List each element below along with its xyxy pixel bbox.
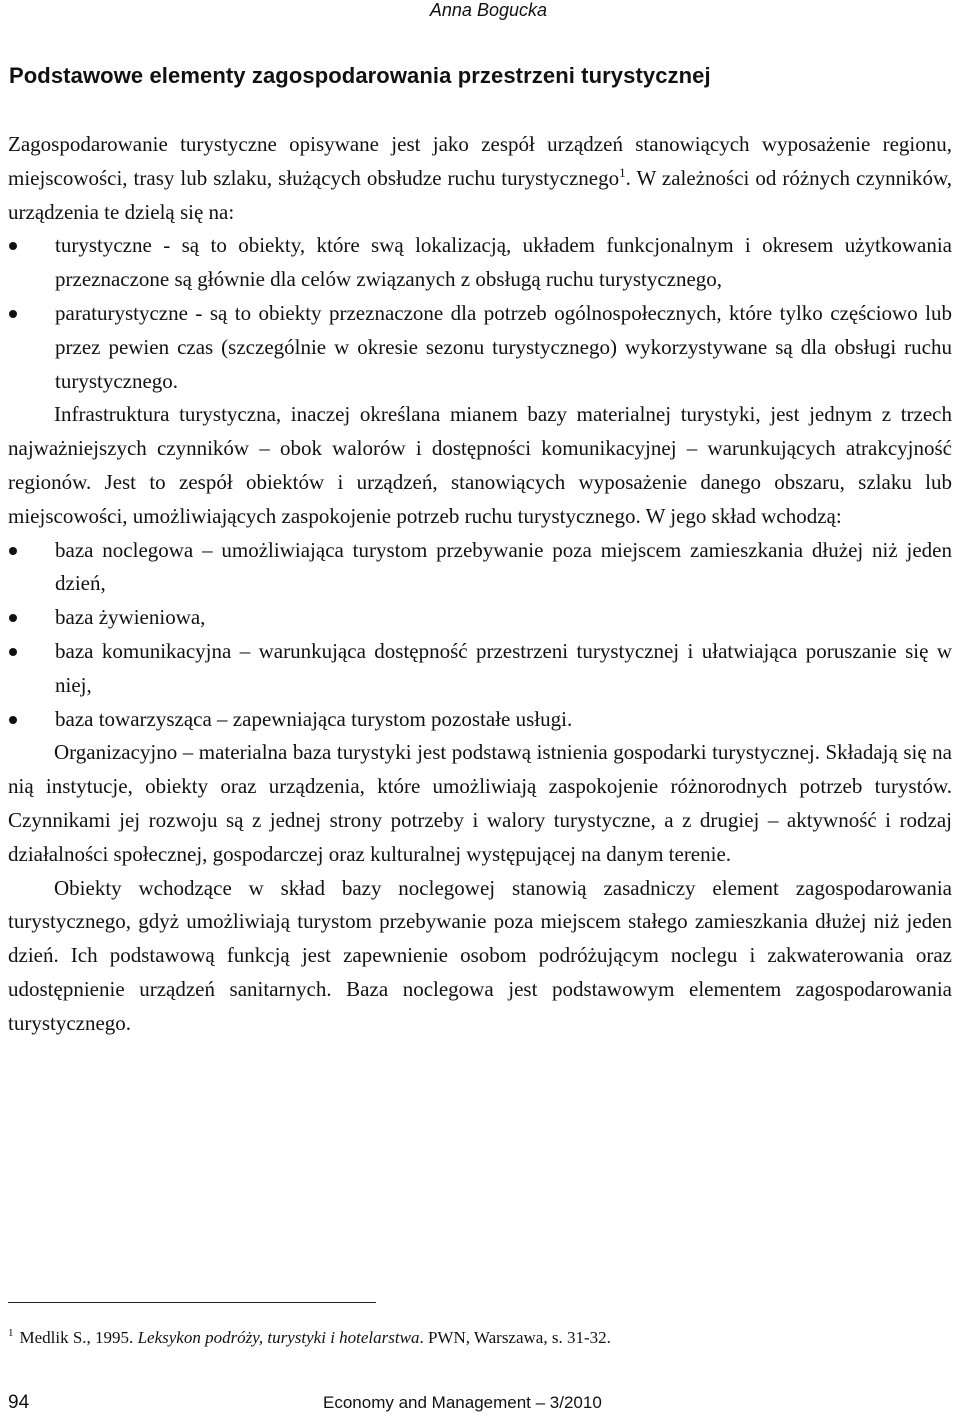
bullet-icon xyxy=(9,310,17,318)
footnote xyxy=(8,1327,948,1349)
footnote-publisher: . PWN, Warszawa, s. 31-32. xyxy=(419,1328,611,1347)
accommodation-paragraph: Obiekty wchodzące w skład bazy noclegowej stanowią zasadniczy element zagospodarowania turystycznego, gdyż umożliwiają turystom przebywanie poza miejscem stałego zamieszkania dłużej niż jeden dzień. Ich podstawową funkcją jest zapewnienie osobom podróżującym noclegu i zakwaterowania oraz udostępnienie urządzeń sanitarnych. Baza noclegowa jest podstawowym elementem zagospodarowania turystycznego. xyxy=(8,875,952,1035)
footnote-divider xyxy=(8,1302,376,1303)
page-number: 94 xyxy=(8,1392,30,1413)
bullet-icon xyxy=(9,547,17,555)
device-types-list xyxy=(8,229,952,398)
bullet-icon xyxy=(9,648,17,656)
footnote-author: Medlik S., 1995. xyxy=(19,1328,138,1347)
list-item xyxy=(8,229,952,297)
intro-text: Zagospodarowanie turystyczne opisywane jest jako zespół urządzeń stanowiących wyposażenie regionu, miejscowości, trasy lub szlaku, służących obsłudze ruchu turystycznego xyxy=(8,132,952,190)
footnote-number: 1 xyxy=(8,1327,14,1340)
list-item-text: baza towarzysząca – zapewniająca turystom pozostałe usługi. xyxy=(55,706,573,731)
list-item-text: baza noclegowa – umożliwiająca turystom przebywanie poza miejscem zamieszkania dłużej niż jeden dzień, xyxy=(55,537,952,596)
list-item xyxy=(8,534,952,602)
organization-paragraph: Organizacyjno – materialna baza turystyki jest podstawą istnienia gospodarki turystycznej. Składają się na nią instytucje, obiekty oraz urządzenia, które umożliwiają zaspokojenie różnorodnych potrzeb turystów. Czynnikami jej rozwoju są z jednej strony potrzeby i walory turystyczne, a z drugiej – aktywność i rodzaj działalności społecznej, gospodarczej oraz kulturalnej występującej na danym terenie. xyxy=(8,740,952,866)
page-footer xyxy=(8,1391,948,1415)
list-item-text: paraturystyczne - są to obiekty przeznaczone dla potrzeb ogólnospołecznych, które tylko częściowo lub przez pewien czas (szczególnie w okresie sezonu turystycznego) wykorzystywane są dla obsługi ruchu turystycznego. xyxy=(55,300,952,393)
list-item xyxy=(8,635,952,703)
list-item-text: baza komunikacyjna – warunkująca dostępność przestrzeni turystycznej i ułatwiająca poruszanie się w niej, xyxy=(55,638,952,697)
bullet-icon xyxy=(9,716,17,724)
bullet-icon xyxy=(9,614,17,622)
base-types-list xyxy=(8,534,952,737)
list-item-text: baza żywieniowa, xyxy=(55,605,206,630)
journal-name: Economy and Management – 3/2010 xyxy=(323,1393,602,1412)
list-item xyxy=(8,297,952,398)
list-item-text: turystyczne - są to obiekty, które swą lokalizacją, układem funkcjonalnym i okresem użytkowania przeznaczone są głównie dla celów związanych z obsługą ruchu turystycznego, xyxy=(55,233,952,292)
infrastructure-paragraph: Infrastruktura turystyczna, inaczej określana mianem bazy materialnej turystyki, jest jednym z trzech najważniejszych czynników – obok walorów i dostępności komunikacyjnej – warunkujących atrakcyjność regionów. Jest to zespół obiektów i urządzeń, stanowiących wyposażenie danego obszaru, szlaku lub miejscowości, umożliwiających zaspokojenie potrzeb ruchu turystycznego. W jego skład wchodzą: xyxy=(8,402,952,528)
section-title: Podstawowe elementy zagospodarowania przestrzeni turystycznej xyxy=(9,63,711,88)
intro-paragraph xyxy=(8,128,952,229)
footnote-reference[interactable]: 1 xyxy=(619,164,626,180)
list-item xyxy=(8,703,952,737)
bullet-icon xyxy=(9,242,17,250)
list-item xyxy=(8,601,952,635)
running-head-author: Anna Bogucka xyxy=(429,0,547,20)
article-body xyxy=(8,128,952,1041)
footnote-book-title: Leksykon podróży, turystyki i hotelarstwa xyxy=(137,1328,420,1347)
intro-text-continued: . W zależności od różnych czynników, urządzenia te dzielą się na: xyxy=(8,165,952,224)
